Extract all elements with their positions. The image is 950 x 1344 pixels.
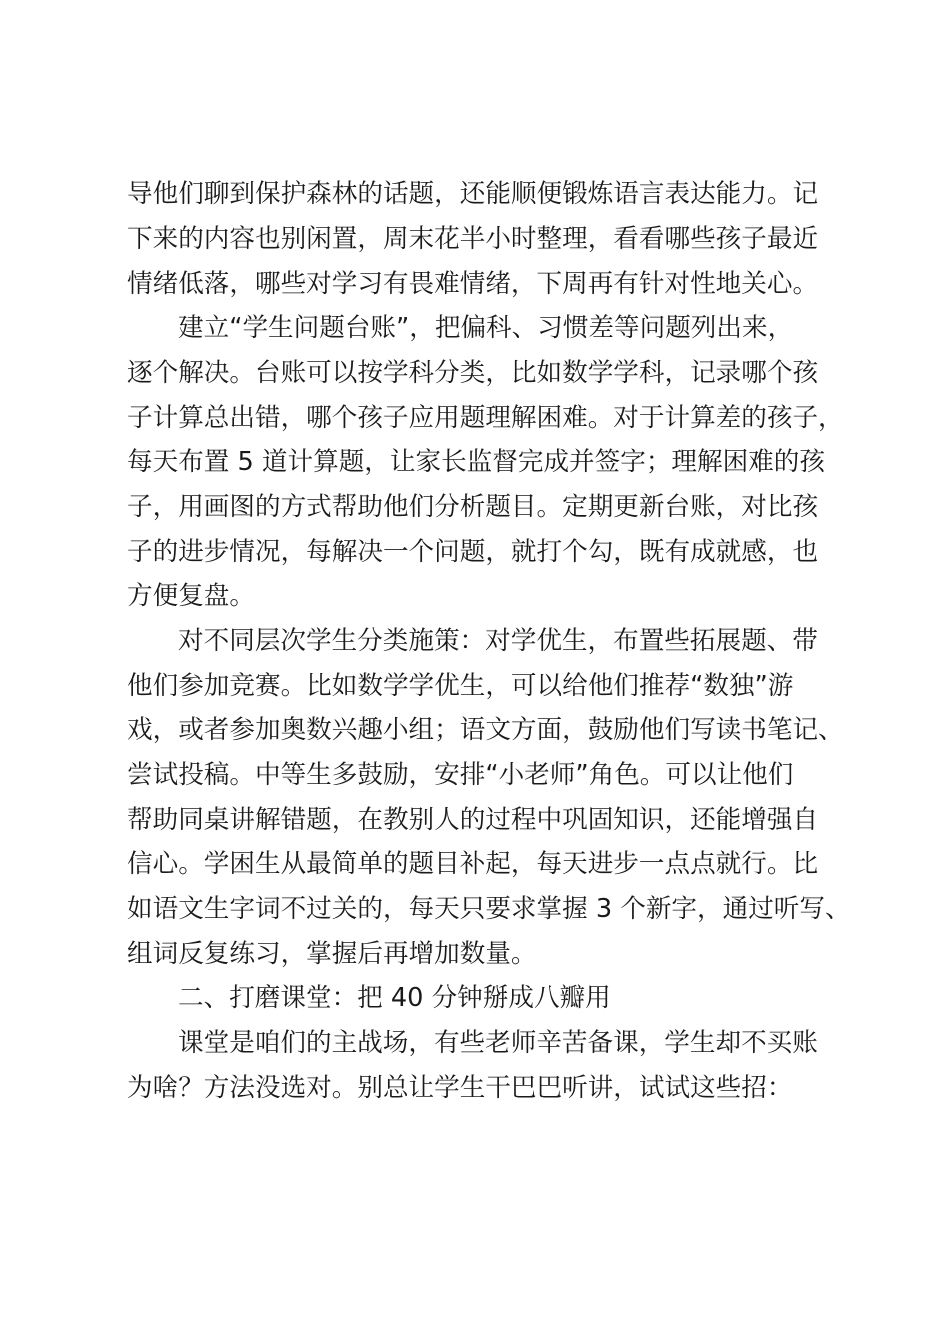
paragraph-2-line-3: 子计算总出错，哪个孩子应用题理解困难。对于计算差的孩子， (127, 403, 844, 433)
paragraph-1-line-3: 情绪低落，哪些对学习有畏难情绪，下周再有针对性地关心。 (127, 269, 819, 299)
paragraph-3-line-1: 对不同层次学生分类施策：对学优生，布置些拓展题、带 (178, 626, 818, 656)
paragraph-3-line-5: 帮助同桌讲解错题，在教别人的过程中巩固知识，还能增强自 (127, 805, 819, 835)
paragraph-2-line-6: 子的进步情况，每解决一个问题，就打个勾，既有成就感，也 (127, 537, 819, 567)
paragraph-2-line-2: 逐个解决。台账可以按学科分类，比如数学学科，记录哪个孩 (127, 358, 819, 388)
section-heading: 二、打磨课堂：把 40 分钟掰成八瓣用 (178, 983, 611, 1013)
paragraph-3-line-4: 尝试投稿。中等生多鼓励，安排“小老师”角色。可以让他们 (127, 760, 794, 790)
paragraph-3-line-2: 他们参加竞赛。比如数学学优生，可以给他们推荐“数独”游 (127, 671, 794, 701)
paragraph-2-line-1: 建立“学生问题台账”，把偏科、习惯差等问题列出来， (178, 313, 794, 343)
paragraph-4-line-1: 课堂是咱们的主战场，有些老师辛苦备课，学生却不买账 (178, 1028, 818, 1058)
paragraph-1-line-1: 导他们聊到保护森林的话题，还能顺便锻炼语言表达能力。记 (127, 179, 819, 209)
paragraph-3-line-7: 如语文生字词不过关的，每天只要求掌握 3 个新字，通过听写、 (127, 894, 851, 924)
paragraph-3-line-6: 信心。学困生从最简单的题目补起，每天进步一点点就行。比 (127, 849, 819, 879)
paragraph-3-line-8: 组词反复练习，掌握后再增加数量。 (127, 939, 537, 969)
paragraph-3-line-3: 戏，或者参加奥数兴趣小组；语文方面，鼓励他们写读书笔记、 (127, 715, 844, 745)
paragraph-2-line-4: 每天布置 5 道计算题，让家长监督完成并签字；理解困难的孩 (127, 447, 825, 477)
paragraph-1-line-2: 下来的内容也别闲置，周末花半小时整理，看看哪些孩子最近 (127, 224, 819, 254)
paragraph-2-line-5: 子，用画图的方式帮助他们分析题目。定期更新台账，对比孩 (127, 492, 819, 522)
paragraph-2-line-7: 方便复盘。 (127, 581, 255, 611)
paragraph-4-line-2: 为啥？方法没选对。别总让学生干巴巴听讲，试试这些招： (127, 1073, 793, 1103)
